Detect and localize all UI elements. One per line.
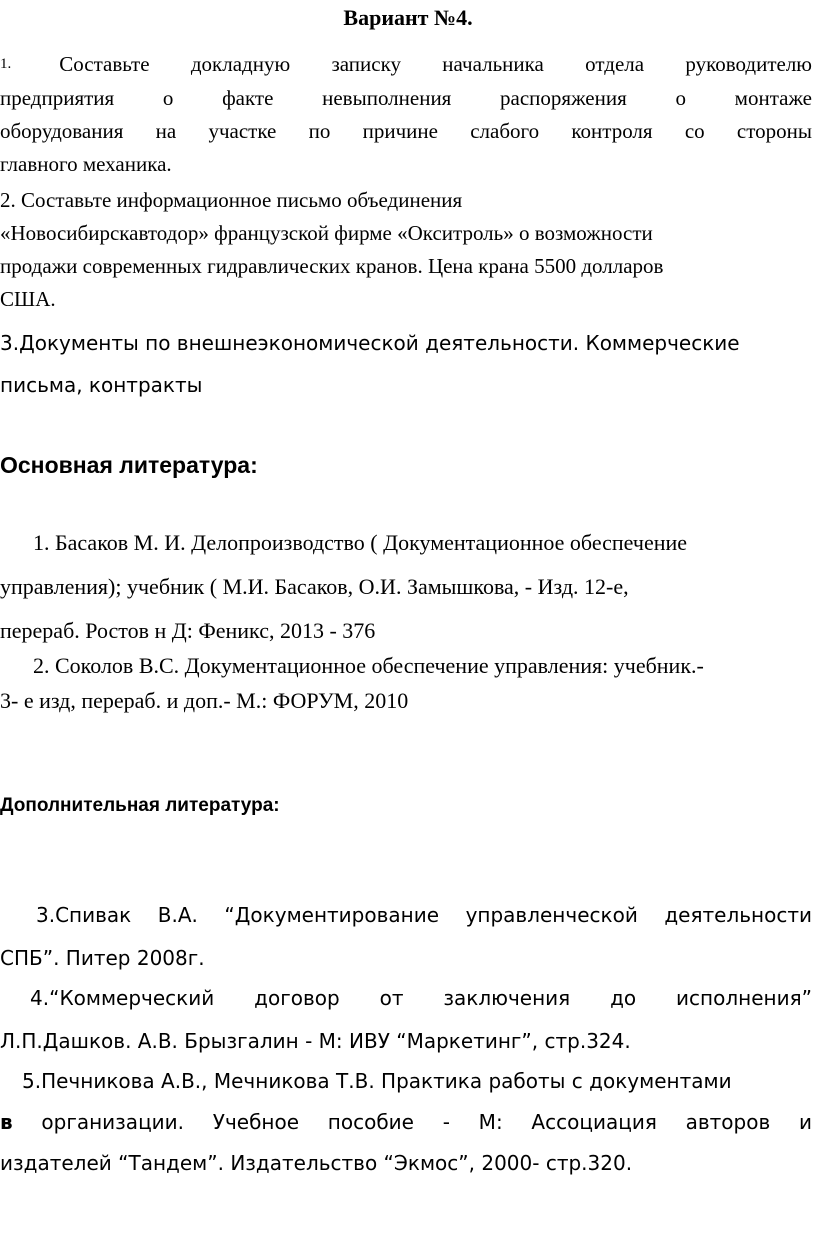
extra-lit-item-3-line-2: СПБ”. Питер 2008г. — [0, 946, 205, 970]
task-1-text-1: Составьте докладную записку начальника отдела руководителю — [59, 52, 812, 76]
task-2-line-2: «Новосибирскавтодор» французской фирме «Окситроль» о возможности — [0, 221, 653, 245]
task-1-line-2: предприятия о факте невыполнения распоряжения о монтаже — [0, 86, 812, 110]
main-lit-item-1-line-3: перераб. Ростов н Д: Феникс, 2013 - 376 — [0, 618, 376, 643]
task-1-line-3: оборудования на участке по причине слабого контроля со стороны — [0, 119, 812, 143]
extra-lit-item-3-line-1: 3.Спивак В.А. “Документирование управленческой деятельности — [36, 903, 812, 927]
extra-lit-item-5-line-2-text: организации. Учебное пособие - М: Ассоциация авторов и — [12, 1110, 812, 1134]
task-2-line-1: 2. Составьте информационное письмо объединения — [0, 188, 463, 212]
main-literature-heading: Основная литература: — [0, 452, 258, 478]
main-lit-item-1-line-1: 1. Басаков М. И. Делопроизводство ( Документационное обеспечение — [33, 530, 688, 555]
extra-lit-item-5-line-3: издателей “Тандем”. Издательство “Экмос”, 2000- стр.320. — [0, 1151, 633, 1175]
page-title: Вариант №4. — [343, 5, 473, 30]
task-3 — [0, 331, 812, 397]
task-3-line-2: письма, контракты — [0, 373, 203, 397]
extra-literature-heading: Дополнительная литература: — [0, 795, 280, 816]
main-lit-item-1-line-2: управления); учебник ( М.И. Басаков, О.И. Замышкова, - Изд. 12-е, — [0, 574, 629, 599]
task-1-line-4: главного механика. — [0, 152, 172, 176]
task-2 — [0, 188, 812, 312]
main-lit-item-2-line-2: 3- е изд, перераб. и доп.- М.: ФОРУМ, 2010 — [0, 688, 409, 713]
extra-lit-item-5-line-1: 5.Печникова А.В., Мечникова Т.В. Практика работы с документами — [22, 1069, 732, 1093]
task-1-number: 1. — [0, 56, 12, 72]
extra-lit-item-5-bold-v: в — [0, 1110, 13, 1134]
task-3-line-1: 3.Документы по внешнеэкономической деятельности. Коммерческие — [0, 331, 740, 355]
extra-literature-list — [0, 903, 812, 1175]
task-2-line-3: продажи современных гидравлических кранов. Цена крана 5500 долларов — [0, 254, 664, 278]
task-1 — [0, 52, 812, 177]
task-2-line-4: США. — [0, 287, 56, 311]
extra-lit-item-4-line-1: 4.“Коммерческий договор от заключения до исполнения” — [30, 986, 812, 1010]
task-1-line-1 — [0, 52, 812, 77]
extra-lit-item-4-line-2: Л.П.Дашков. А.В. Брызгалин - М: ИВУ “Маркетинг”, стр.324. — [0, 1029, 631, 1053]
main-lit-item-2-line-1: 2. Соколов В.С. Документационное обеспечение управления: учебник.- — [33, 653, 704, 678]
main-literature-list — [0, 530, 812, 714]
extra-lit-item-5-line-2 — [0, 1110, 812, 1134]
